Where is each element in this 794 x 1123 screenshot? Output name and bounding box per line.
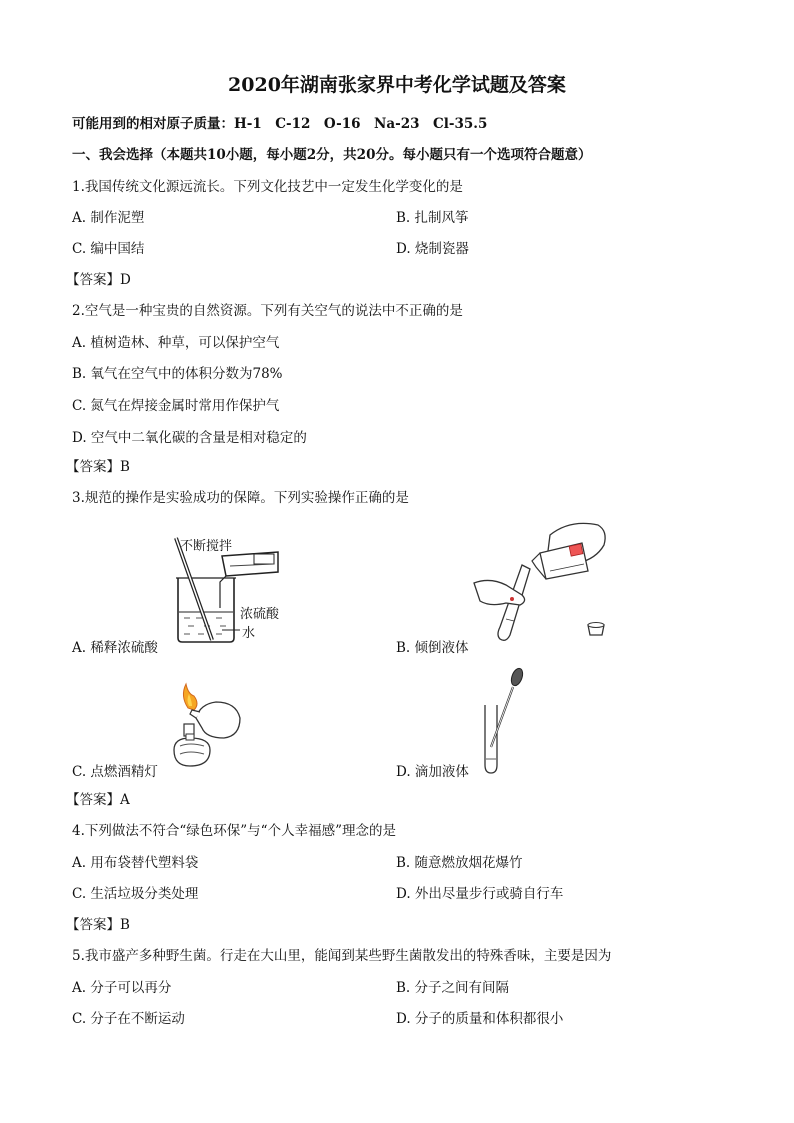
question-4-option-b: B. 随意燃放烟花爆竹 (396, 855, 523, 871)
question-4-option-c: C. 生活垃圾分类处理 (72, 886, 199, 902)
question-1-option-a: A. 制作泥塑 (72, 210, 145, 226)
question-3-answer: 【答案】A (66, 792, 130, 808)
figure-label-water: 水 (242, 626, 256, 641)
dropper-figure (475, 665, 535, 775)
question-1-option-d: D. 烧制瓷器 (396, 241, 469, 257)
question-4-stem: 4.下列做法不符合“绿色环保”与“个人幸福感”理念的是 (72, 823, 396, 839)
question-1-option-b: B. 扎制风筝 (396, 210, 469, 226)
question-2-option-b: B. 氧气在空气中的体积分数为78% (72, 366, 283, 382)
question-3-option-c: C. 点燃酒精灯 (72, 764, 158, 780)
question-2-option-c: C. 氮气在焊接金属时常用作保护气 (72, 398, 280, 414)
question-1-option-c: C. 编中国结 (72, 241, 145, 257)
question-5-option-b: B. 分子之间有间隔 (396, 980, 510, 996)
question-4-option-a: A. 用布袋替代塑料袋 (72, 855, 199, 871)
page-title: 2020年湖南张家界中考化学试题及答案 (228, 74, 566, 96)
atomic-masses: 可能用到的相对原子质量：H-1 C-12 O-16 Na-23 Cl-35.5 (72, 116, 488, 132)
question-4-option-d: D. 外出尽量步行或骑自行车 (396, 886, 564, 902)
question-2-option-d: D. 空气中二氧化碳的含量是相对稳定的 (72, 430, 307, 446)
question-2-answer: 【答案】B (66, 459, 130, 475)
pour-liquid-figure (470, 515, 615, 645)
question-5-option-c: C. 分子在不断运动 (72, 1011, 185, 1027)
question-2-option-a: A. 植树造林、种草，可以保护空气 (72, 335, 280, 351)
question-1-stem: 1.我国传统文化源远流长。下列文化技艺中一定发生化学变化的是 (72, 179, 463, 195)
question-3-option-b: B. 倾倒液体 (396, 640, 469, 656)
question-2-stem: 2.空气是一种宝贵的自然资源。下列有关空气的说法中不正确的是 (72, 303, 463, 319)
question-5-option-a: A. 分子可以再分 (72, 980, 172, 996)
figure-label-stir: 不断搅拌 (180, 539, 233, 554)
question-5-stem: 5.我市盛产多种野生菌。行走在大山里，能闻到某些野生菌散发出的特殊香味，主要是因为 (72, 948, 612, 964)
alcohol-lamp-figure (170, 680, 250, 775)
question-3-option-d: D. 滴加液体 (396, 764, 469, 780)
question-1-answer: 【答案】D (66, 272, 131, 288)
section-heading: 一、我会选择（本题共10小题，每小题2分，共20分。每小题只有一个选项符合题意） (72, 147, 592, 163)
figure-label-acid: 浓硫酸 (240, 607, 280, 622)
question-5-option-d: D. 分子的质量和体积都很小 (396, 1011, 564, 1027)
question-4-answer: 【答案】B (66, 917, 130, 933)
question-3-stem: 3.规范的操作是实验成功的保障。下列实验操作正确的是 (72, 490, 409, 506)
question-3-option-a: A. 稀释浓硫酸 (72, 640, 158, 656)
